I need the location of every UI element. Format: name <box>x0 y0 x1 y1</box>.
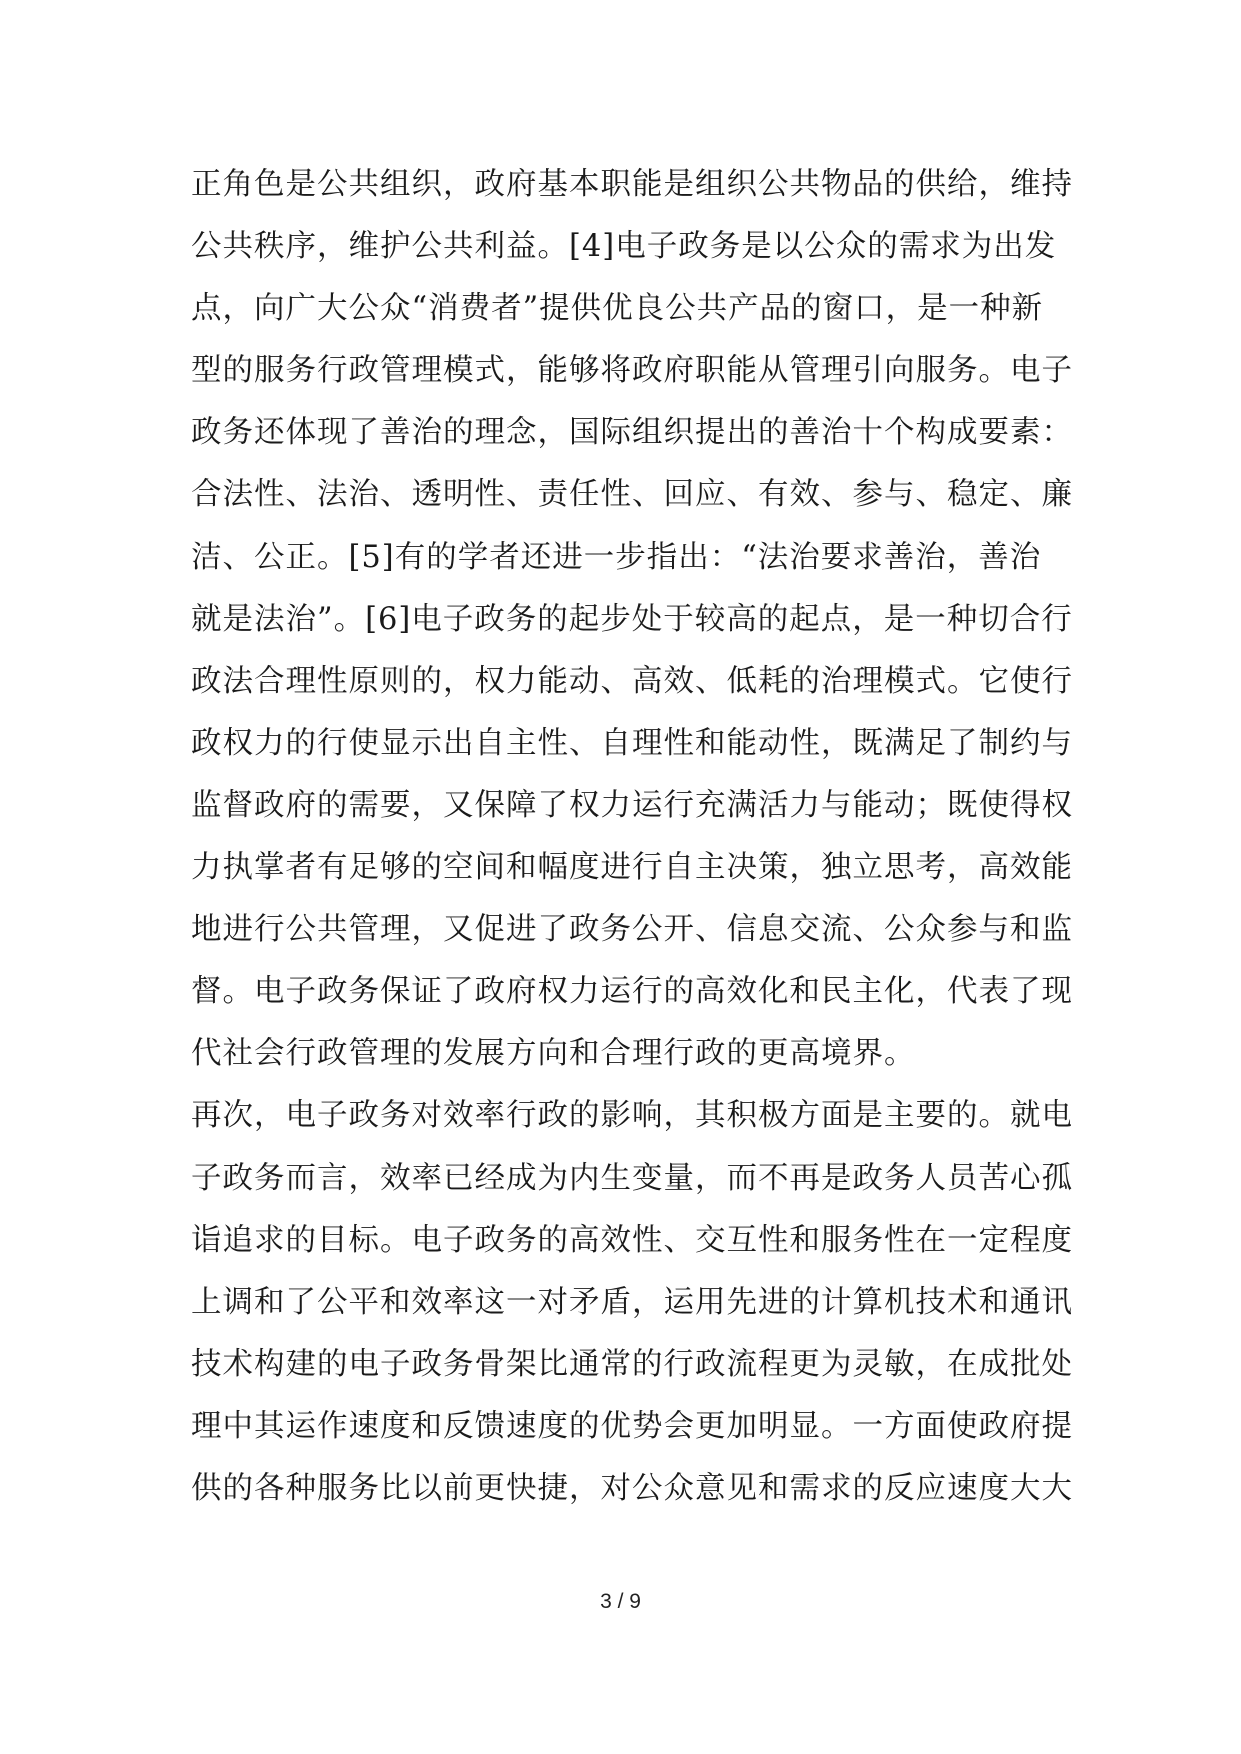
text-line: 合法性、法治、透明性、责任性、回应、有效、参与、稳定、廉 <box>191 477 1073 513</box>
body-text <box>191 154 1073 1520</box>
text-line: 子政务而言，效率已经成为内生变量，而不再是政务人员苦心孤 <box>191 1160 1073 1196</box>
text-line: 点，向广大公众“消费者”提供优良公共产品的窗口，是一种新 <box>191 291 1044 327</box>
text-line: 型的服务行政管理模式，能够将政府职能从管理引向服务。电子 <box>191 353 1073 389</box>
text-line: 力执掌者有足够的空间和幅度进行自主决策，独立思考，高效能 <box>191 850 1073 886</box>
text-line: 正角色是公共组织，政府基本职能是组织公共物品的供给，维持 <box>191 167 1073 202</box>
text-line: 政权力的行使显示出自主性、自理性和能动性，既满足了制约与 <box>191 725 1073 761</box>
text-line: 上调和了公平和效率这一对矛盾，运用先进的计算机技术和通讯 <box>191 1284 1073 1320</box>
text-line: 再次，电子政务对效率行政的影响，其积极方面是主要的。就电 <box>191 1098 1073 1134</box>
text-line: 地进行公共管理，又促进了政务公开、信息交流、公众参与和监 <box>191 912 1073 948</box>
text-line: 公共秩序，维护公共利益。[4]电子政务是以公众的需求为出发 <box>191 229 1057 265</box>
text-line: 洁、公正。[5]有的学者还进一步指出：“法治要求善治，善治 <box>191 539 1042 575</box>
text-line: 就是法治”。[6]电子政务的起步处于较高的起点，是一种切合行 <box>191 601 1073 637</box>
page-number: 3 / 9 <box>600 1590 641 1613</box>
text-line: 诣追求的目标。电子政务的高效性、交互性和服务性在一定程度 <box>191 1222 1073 1258</box>
text-line: 政法合理性原则的，权力能动、高效、低耗的治理模式。它使行 <box>191 663 1073 699</box>
text-line: 供的各种服务比以前更快捷，对公众意见和需求的反应速度大大 <box>191 1470 1073 1506</box>
text-line: 理中其运作速度和反馈速度的优势会更加明显。一方面使政府提 <box>191 1408 1073 1444</box>
text-line: 政务还体现了善治的理念，国际组织提出的善治十个构成要素： <box>191 415 1073 451</box>
text-line: 监督政府的需要，又保障了权力运行充满活力与能动；既使得权 <box>191 787 1073 823</box>
text-line: 代社会行政管理的发展方向和合理行政的更高境界。 <box>191 1036 916 1072</box>
text-line: 技术构建的电子政务骨架比通常的行政流程更为灵敏，在成批处 <box>191 1346 1073 1382</box>
text-line: 督。电子政务保证了政府权力运行的高效化和民主化，代表了现 <box>191 974 1073 1010</box>
